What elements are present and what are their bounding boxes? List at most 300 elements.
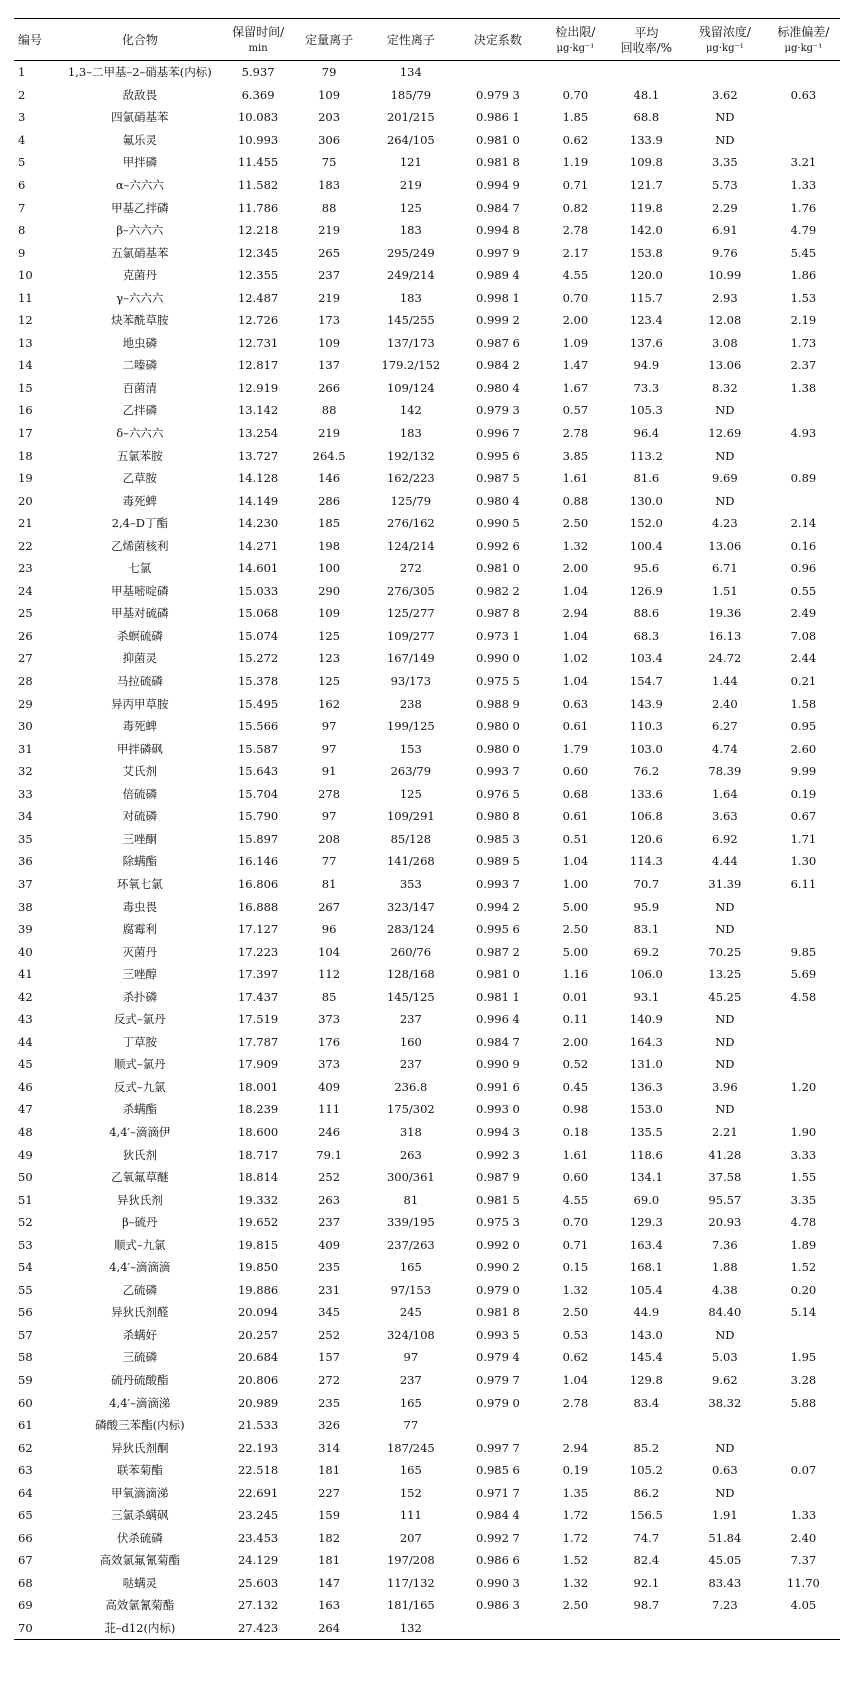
- cell-retention-time: 15.587: [237, 741, 279, 756]
- cell-recovery: 69.0: [633, 1192, 660, 1207]
- cell-qual-ion: 237: [399, 1012, 422, 1027]
- cell-qual-ion: 353: [399, 876, 422, 891]
- header-row: [14, 19, 840, 61]
- cell-retention-time: 16.806: [237, 876, 279, 891]
- cell-r2: 0.987 9: [475, 1170, 520, 1185]
- cell-no: 35: [18, 831, 33, 846]
- cell-qual-ion: 187/245: [386, 1440, 435, 1455]
- cell-lod: 1.61: [562, 1147, 589, 1162]
- cell-recovery: 153.8: [629, 245, 663, 260]
- cell-qual-ion: 264/105: [386, 132, 435, 147]
- cell-retention-time: 15.704: [237, 786, 279, 801]
- cell-residue: ND: [715, 922, 735, 937]
- cell-recovery: 163.4: [629, 1237, 663, 1252]
- cell-no: 28: [18, 674, 33, 689]
- cell-recovery: 69.2: [633, 944, 660, 959]
- cell-residue: 0.63: [712, 1463, 738, 1478]
- cell-residue: ND: [715, 1012, 735, 1027]
- cell-recovery: 83.4: [633, 1395, 660, 1410]
- cell-no: 54: [18, 1260, 33, 1275]
- cell-no: 20: [18, 493, 33, 508]
- cell-residue: 70.25: [708, 944, 742, 959]
- cell-recovery: 153.0: [629, 1102, 663, 1117]
- cell-recovery: 115.7: [629, 290, 663, 305]
- cell-qual-ion: 111: [399, 1508, 422, 1523]
- cell-sd: 1.58: [790, 696, 817, 711]
- cell-residue: 4.23: [712, 516, 738, 531]
- table-row: [14, 84, 840, 107]
- cell-retention-time: 15.272: [237, 651, 279, 666]
- cell-r2: 0.981 8: [475, 155, 520, 170]
- table-row: [14, 1414, 840, 1437]
- cell-residue: [683, 1617, 767, 1640]
- cell-recovery: 83.1: [633, 922, 660, 937]
- cell-no: 16: [18, 403, 33, 418]
- cell-quant-ion: 246: [318, 1124, 341, 1139]
- cell-compound: 异狄氏剂酮: [111, 1440, 169, 1455]
- cell-qual-ion: 183: [399, 426, 422, 441]
- cell-retention-time: 12.218: [237, 223, 279, 238]
- cell-qual-ion: 183: [399, 290, 422, 305]
- cell-sd: 5.88: [790, 1395, 817, 1410]
- cell-residue: 2.93: [712, 290, 738, 305]
- cell-qual-ion: 249/214: [386, 268, 435, 283]
- cell-no: 24: [18, 583, 33, 598]
- cell-residue: ND: [715, 1485, 735, 1500]
- cell-recovery: 103.0: [629, 741, 663, 756]
- cell-no: 63: [18, 1463, 33, 1478]
- cell-compound: 敌敌畏: [122, 87, 158, 102]
- cell-quant-ion: 267: [318, 899, 341, 914]
- cell-residue: 8.32: [712, 380, 738, 395]
- cell-recovery: 94.9: [633, 358, 660, 373]
- cell-qual-ion: 295/249: [386, 245, 435, 260]
- cell-sd: 5.14: [790, 1305, 817, 1320]
- cell-retention-time: 20.684: [237, 1350, 279, 1365]
- cell-residue: 13.06: [708, 358, 742, 373]
- cell-compound: 伏杀硫磷: [116, 1530, 163, 1545]
- cell-qual-ion: 165: [399, 1463, 422, 1478]
- cell-quant-ion: 181: [318, 1553, 341, 1568]
- cell-lod: 0.62: [562, 132, 589, 147]
- cell-recovery: 143.0: [629, 1327, 663, 1342]
- cell-sd: 1.86: [790, 268, 817, 283]
- cell-residue: ND: [715, 1440, 735, 1455]
- cell-residue: 4.74: [712, 741, 738, 756]
- cell-lod: 1.04: [562, 583, 589, 598]
- table-row: [14, 422, 840, 445]
- table-row: [14, 354, 840, 377]
- table-row: [14, 647, 840, 670]
- cell-quant-ion: 97: [321, 741, 337, 756]
- cell-residue: 16.13: [708, 628, 742, 643]
- cell-sd: 1.55: [790, 1170, 817, 1185]
- cell-recovery: 82.4: [633, 1553, 660, 1568]
- cell-retention-time: 23.245: [237, 1508, 279, 1523]
- cell-compound: 甲基嘧啶磷: [111, 583, 169, 598]
- cell-recovery: 114.3: [629, 854, 663, 869]
- cell-quant-ion: 219: [318, 426, 341, 441]
- cell-residue: 4.38: [712, 1282, 738, 1297]
- cell-residue: ND: [715, 493, 735, 508]
- cell-sd: 0.63: [790, 87, 817, 102]
- cell-retention-time: 17.787: [237, 1034, 279, 1049]
- cell-recovery: 131.0: [629, 1057, 663, 1072]
- cell-no: 7: [18, 200, 26, 215]
- cell-compound: 杀螨好: [122, 1327, 158, 1342]
- cell-lod: 2.50: [562, 922, 589, 937]
- cell-qual-ion: 162/223: [386, 471, 435, 486]
- table-row: [14, 467, 840, 490]
- cell-r2: 0.992 6: [475, 538, 520, 553]
- cell-sd: [767, 1031, 840, 1054]
- cell-retention-time: 11.786: [237, 200, 279, 215]
- cell-residue: 19.36: [708, 606, 742, 621]
- cell-sd: 1.38: [790, 380, 817, 395]
- cell-residue: 2.29: [712, 200, 738, 215]
- cell-retention-time: 19.886: [237, 1282, 279, 1297]
- cell-retention-time: 27.132: [237, 1598, 279, 1613]
- cell-no: 64: [18, 1485, 33, 1500]
- table-row: [14, 1188, 840, 1211]
- cell-recovery: 44.9: [633, 1305, 660, 1320]
- cell-recovery: 85.2: [633, 1440, 660, 1455]
- cell-recovery: 95.6: [633, 561, 660, 576]
- cell-retention-time: 15.074: [237, 628, 279, 643]
- cell-sd: [767, 61, 840, 84]
- cell-sd: [767, 1617, 840, 1640]
- cell-sd: 7.37: [790, 1553, 817, 1568]
- cell-no: 15: [18, 380, 33, 395]
- table-row: [14, 1594, 840, 1617]
- cell-lod: 2.78: [562, 1395, 589, 1410]
- table-row: [14, 399, 840, 422]
- cell-recovery: 100.4: [629, 538, 663, 553]
- cell-lod: 1.02: [562, 651, 589, 666]
- cell-quant-ion: 409: [318, 1237, 341, 1252]
- cell-r2: 0.993 0: [475, 1102, 520, 1117]
- cell-r2: 0.985 6: [475, 1463, 520, 1478]
- cell-quant-ion: 123: [318, 651, 341, 666]
- table-row: [14, 264, 840, 287]
- cell-residue: 3.63: [712, 809, 738, 824]
- cell-lod: 1.00: [562, 876, 589, 891]
- cell-retention-time: 14.149: [237, 493, 279, 508]
- cell-recovery: [610, 61, 683, 84]
- cell-compound: 炔苯酰草胺: [111, 313, 169, 328]
- cell-no: 52: [18, 1215, 33, 1230]
- cell-lod: 0.70: [562, 1215, 589, 1230]
- cell-no: 57: [18, 1327, 33, 1342]
- cell-residue: 12.08: [708, 313, 742, 328]
- table-row: [14, 174, 840, 197]
- cell-retention-time: 5.937: [241, 65, 275, 80]
- cell-sd: [767, 1324, 840, 1347]
- cell-quant-ion: 125: [318, 674, 341, 689]
- cell-residue: 1.91: [712, 1508, 738, 1523]
- cell-r2: 0.992 0: [475, 1237, 520, 1252]
- cell-sd: 6.11: [790, 876, 817, 891]
- table-row: [14, 1098, 840, 1121]
- cell-compound: 克菌丹: [122, 268, 158, 283]
- cell-quant-ion: 278: [318, 786, 341, 801]
- cell-compound: 高效氯氟氰菊酯: [99, 1553, 181, 1568]
- cell-lod: 2.50: [562, 1598, 589, 1613]
- cell-qual-ion: 183: [399, 223, 422, 238]
- table-row: [14, 1256, 840, 1279]
- cell-lod: 1.16: [562, 967, 589, 982]
- cell-compound: 异丙甲草胺: [111, 696, 169, 711]
- cell-lod: 0.15: [562, 1260, 589, 1275]
- cell-lod: 1.79: [562, 741, 589, 756]
- cell-no: 36: [18, 854, 33, 869]
- cell-lod: 0.52: [562, 1057, 589, 1072]
- cell-qual-ion: 276/305: [386, 583, 435, 598]
- cell-r2: 0.997 9: [475, 245, 520, 260]
- cell-lod: 1.61: [562, 471, 589, 486]
- cell-compound: 环氧七氯: [116, 876, 163, 891]
- cell-quant-ion: 264.5: [312, 448, 346, 463]
- cell-recovery: 134.1: [629, 1170, 663, 1185]
- cell-retention-time: 14.271: [237, 538, 279, 553]
- cell-retention-time: 15.790: [237, 809, 279, 824]
- cell-sd: [767, 129, 840, 152]
- cell-quant-ion: 237: [318, 1215, 341, 1230]
- cell-sd: 0.07: [790, 1463, 817, 1478]
- cell-compound: 二嗪磷: [122, 358, 158, 373]
- cell-retention-time: 10.993: [237, 132, 279, 147]
- cell-quant-ion: 75: [321, 155, 337, 170]
- cell-qual-ion: 109/291: [386, 809, 435, 824]
- table-row: [14, 1572, 840, 1595]
- cell-compound: 顺式–氯丹: [113, 1057, 166, 1072]
- table-row: [14, 489, 840, 512]
- cell-no: 6: [18, 178, 26, 192]
- cell-sd: 1.30: [790, 854, 817, 869]
- cell-sd: 0.89: [790, 471, 817, 486]
- cell-no: 18: [18, 448, 33, 463]
- cell-quant-ion: 231: [318, 1282, 341, 1297]
- cell-lod: 2.78: [562, 223, 589, 238]
- cell-qual-ion: 175/302: [386, 1102, 435, 1117]
- cell-lod: 0.70: [562, 290, 589, 305]
- table-row: [14, 602, 840, 625]
- cell-lod: [541, 61, 610, 84]
- table-row: [14, 963, 840, 986]
- cell-retention-time: 15.495: [237, 696, 279, 711]
- cell-quant-ion: 203: [318, 110, 341, 125]
- cell-sd: 4.78: [790, 1215, 817, 1230]
- cell-r2: 0.973 1: [475, 628, 520, 643]
- cell-lod: 1.52: [562, 1553, 589, 1568]
- cell-residue: 10.99: [708, 268, 742, 283]
- cell-lod: 2.00: [562, 313, 589, 328]
- cell-residue: 84.40: [708, 1305, 742, 1320]
- cell-compound: 五氯硝基苯: [111, 245, 169, 260]
- cell-retention-time: 15.068: [237, 606, 279, 621]
- cell-no: 45: [18, 1057, 33, 1072]
- cell-r2: 0.981 8: [475, 1305, 520, 1320]
- cell-residue: 6.92: [712, 831, 738, 846]
- cell-retention-time: 22.193: [237, 1440, 279, 1455]
- cell-sd: [767, 399, 840, 422]
- cell-no: 67: [18, 1553, 33, 1568]
- cell-quant-ion: 314: [318, 1440, 341, 1455]
- cell-sd: 4.05: [790, 1598, 817, 1613]
- cell-r2: 0.988 9: [475, 696, 520, 711]
- cell-residue: [683, 61, 767, 84]
- cell-retention-time: 19.332: [237, 1192, 279, 1207]
- cell-r2: 0.986 6: [475, 1553, 520, 1568]
- cell-r2: 0.975 5: [475, 674, 520, 689]
- cell-recovery: 133.9: [629, 132, 663, 147]
- cell-compound: 五氯苯胺: [116, 448, 163, 463]
- cell-sd: 2.37: [790, 358, 817, 373]
- table-row: [14, 737, 840, 760]
- cell-quant-ion: 252: [318, 1170, 341, 1185]
- table-row: [14, 1369, 840, 1392]
- cell-qual-ion: 132: [367, 1617, 455, 1640]
- cell-r2: 0.994 9: [475, 178, 520, 192]
- cell-recovery: 98.7: [633, 1598, 660, 1613]
- cell-r2: 0.984 4: [475, 1508, 520, 1523]
- table-row: [14, 895, 840, 918]
- cell-residue: 37.58: [708, 1170, 742, 1185]
- cell-compound: 腐霉利: [122, 922, 158, 937]
- cell-sd: 1.76: [790, 200, 817, 215]
- table-row: [14, 1233, 840, 1256]
- cell-no: 9: [18, 245, 26, 260]
- cell-recovery: 106.8: [629, 809, 663, 824]
- cell-lod: 1.04: [562, 674, 589, 689]
- cell-r2: 0.986 1: [475, 110, 520, 125]
- cell-r2: 0.990 0: [475, 651, 520, 666]
- cell-r2: 0.979 3: [475, 403, 520, 418]
- cell-retention-time: 12.731: [237, 335, 279, 350]
- cell-compound: 抑菌灵: [122, 651, 158, 666]
- cell-quant-ion: 104: [318, 944, 341, 959]
- table-row: [14, 625, 840, 648]
- cell-quant-ion: 109: [318, 87, 341, 102]
- cell-sd: 2.49: [790, 606, 817, 621]
- table-row: [14, 512, 840, 535]
- cell-sd: [767, 1436, 840, 1459]
- cell-qual-ion: 238: [399, 696, 422, 711]
- table-row: [14, 670, 840, 693]
- cell-qual-ion: 165: [399, 1395, 422, 1410]
- cell-r2: 0.980 0: [475, 719, 520, 734]
- cell-no: 21: [18, 516, 33, 531]
- cell-recovery: 118.6: [629, 1147, 663, 1162]
- cell-retention-time: 15.566: [237, 719, 279, 734]
- cell-sd: 0.55: [790, 583, 817, 598]
- cell-qual-ion: 85/128: [390, 831, 432, 846]
- cell-qual-ion: 263: [399, 1147, 422, 1162]
- cell-lod: 0.71: [562, 1237, 589, 1252]
- cell-sd: [767, 895, 840, 918]
- cell-retention-time: 13.727: [237, 448, 279, 463]
- cell-residue: 83.43: [708, 1575, 742, 1590]
- cell-r2: 0.980 4: [475, 380, 520, 395]
- cell-no: 48: [18, 1124, 33, 1139]
- cell-no: 31: [18, 741, 33, 756]
- cell-lod: 1.32: [562, 538, 589, 553]
- cell-quant-ion: 409: [318, 1079, 341, 1094]
- cell-recovery: 76.2: [633, 764, 660, 779]
- cell-retention-time: 17.223: [237, 944, 279, 959]
- cell-lod: 1.04: [562, 628, 589, 643]
- cell-compound: 三氯杀螨砜: [111, 1508, 169, 1523]
- cell-lod: 5.00: [562, 899, 589, 914]
- cell-lod: 0.63: [562, 696, 589, 711]
- cell-retention-time: 14.230: [237, 516, 279, 531]
- cell-quant-ion: 345: [318, 1305, 341, 1320]
- cell-qual-ion: 109/124: [386, 380, 435, 395]
- cell-lod: 2.00: [562, 561, 589, 576]
- cell-retention-time: 18.814: [237, 1170, 279, 1185]
- cell-retention-time: 18.001: [237, 1079, 279, 1094]
- cell-residue: 6.71: [712, 561, 738, 576]
- cell-qual-ion: 219: [399, 178, 422, 192]
- cell-retention-time: 19.652: [237, 1215, 279, 1230]
- cell-quant-ion: 235: [318, 1260, 341, 1275]
- cell-sd: 0.20: [790, 1282, 817, 1297]
- cell-retention-time: 10.083: [237, 110, 279, 125]
- cell-sd: 1.33: [790, 178, 817, 192]
- cell-retention-time: 6.369: [241, 87, 275, 102]
- cell-retention-time: 15.643: [237, 764, 279, 779]
- cell-quant-ion: 100: [318, 561, 341, 576]
- cell-no: 17: [18, 426, 33, 441]
- cell-qual-ion: 323/147: [386, 899, 435, 914]
- cell-r2: 0.984 2: [475, 358, 520, 373]
- cell-residue: 5.03: [712, 1350, 738, 1365]
- cell-recovery: 68.8: [633, 110, 660, 125]
- cell-retention-time: 11.582: [237, 178, 279, 192]
- cell-no: 29: [18, 696, 33, 711]
- cell-qual-ion: 245: [399, 1305, 422, 1320]
- cell-sd: [767, 1481, 840, 1504]
- cell-recovery: 106.0: [629, 967, 663, 982]
- cell-quant-ion: 185: [318, 516, 341, 531]
- cell-lod: 2.78: [562, 426, 589, 441]
- cell-recovery: 109.8: [629, 155, 663, 170]
- cell-compound: 磷酸三苯酯(内标): [95, 1418, 185, 1433]
- cell-no: 32: [18, 764, 33, 779]
- cell-r2: 0.998 1: [475, 290, 520, 305]
- cell-r2: 0.989 5: [475, 854, 520, 869]
- cell-no: 51: [18, 1192, 33, 1207]
- cell-residue: 13.06: [708, 538, 742, 553]
- cell-quant-ion: 208: [318, 831, 341, 846]
- cell-no: 59: [18, 1372, 33, 1387]
- table-row: [14, 196, 840, 219]
- cell-no: 26: [18, 628, 33, 643]
- cell-retention-time: 22.518: [237, 1463, 279, 1478]
- cell-r2: 0.987 8: [475, 606, 520, 621]
- cell-lod: [541, 1617, 610, 1640]
- header-lod: 检出限/ μg·kg⁻¹: [541, 19, 610, 61]
- cell-compound: 地虫磷: [122, 335, 158, 350]
- cell-qual-ion: 201/215: [386, 110, 435, 125]
- cell-sd: 1.73: [790, 335, 817, 350]
- cell-sd: 9.99: [790, 764, 817, 779]
- cell-retention-time: 11.455: [237, 155, 279, 170]
- cell-lod: 5.00: [562, 944, 589, 959]
- cell-r2: 0.980 8: [475, 809, 520, 824]
- cell-lod: 0.53: [562, 1327, 589, 1342]
- header-compound: 化合物: [55, 19, 225, 61]
